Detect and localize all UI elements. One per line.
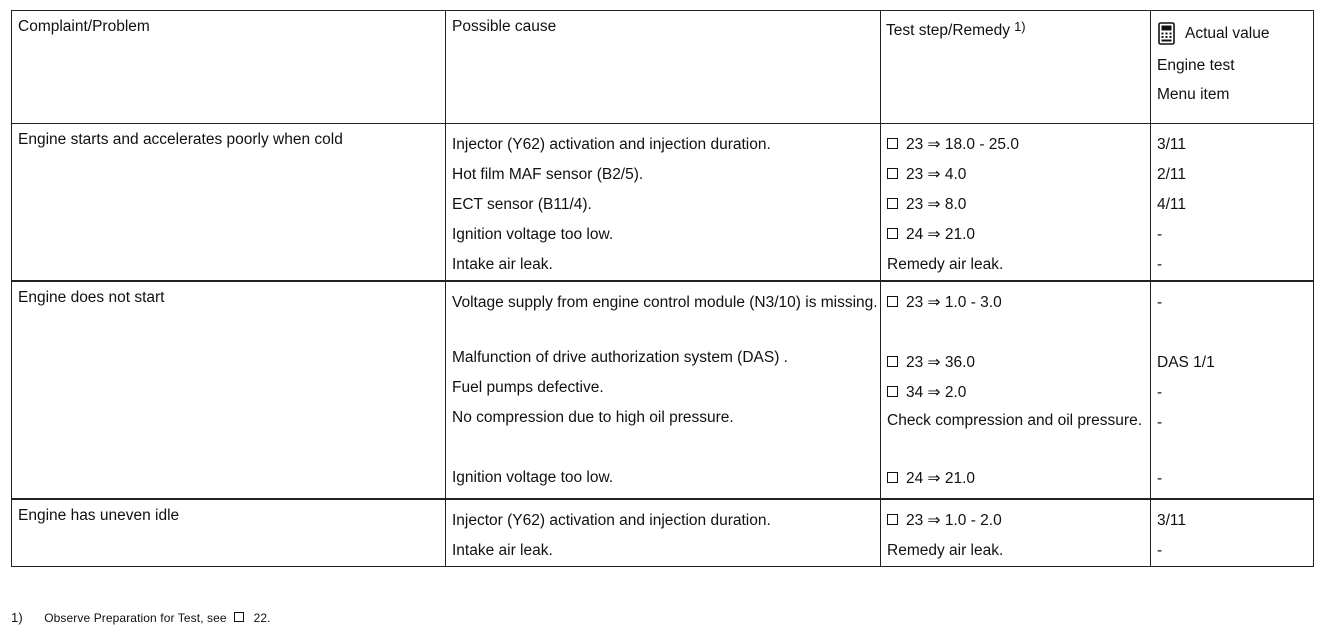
- remedy-item: 23 ⇒ 1.0 - 3.0: [887, 288, 1150, 348]
- remedy-item: 23 ⇒ 8.0: [887, 190, 1150, 220]
- actual-value-item: 3/11: [1157, 136, 1187, 153]
- header-remedy-footnote-ref: 1): [1014, 19, 1026, 34]
- page-ref-box-icon: [887, 386, 898, 397]
- footnote-text: Observe Preparation for Test, see: [44, 611, 227, 625]
- actual-value-item: -: [1157, 294, 1163, 311]
- cause-item: Hot film MAF sensor (B2/5).: [452, 166, 644, 183]
- table-row: [12, 124, 1314, 282]
- actual-value-cell: [1151, 499, 1314, 567]
- header-actual-value: [1151, 11, 1314, 124]
- remedy-item: Remedy air leak.: [887, 542, 1004, 559]
- page-ref-box-icon: [887, 356, 898, 367]
- cause-item: Malfunction of drive authorization system (DAS) .: [452, 349, 788, 366]
- cause-item: Voltage supply from engine control module (N3/10) is missing.: [452, 294, 878, 311]
- cause-item: No compression due to high oil pressure.: [452, 409, 734, 426]
- cause-item: Intake air leak.: [452, 542, 553, 559]
- page-ref-box-icon: [887, 168, 898, 179]
- footnote-page-ref: 22.: [253, 611, 271, 625]
- cause-cell: [446, 124, 881, 282]
- actual-value-item: -: [1157, 256, 1163, 273]
- remedy-item: Check compression and oil pressure.: [887, 412, 1143, 429]
- remedy-item: 23 ⇒ 4.0: [887, 160, 1150, 190]
- page-ref-box-icon: [887, 296, 898, 307]
- cause-item: Ignition voltage too low.: [452, 226, 614, 243]
- actual-value-item: -: [1157, 414, 1163, 431]
- actual-value-item: -: [1157, 470, 1163, 487]
- page-ref-box-icon: [234, 612, 244, 622]
- header-remedy-label: Test step/Remedy: [886, 22, 1011, 39]
- table-header-row: [12, 11, 1314, 124]
- remedy-item: 24 ⇒ 21.0: [887, 220, 1150, 250]
- header-complaint: Complaint/Problem: [12, 11, 446, 124]
- table-row: [12, 281, 1314, 499]
- actual-value-item: 2/11: [1157, 166, 1187, 183]
- remedy-cell: [881, 124, 1151, 282]
- remedy-item: 24 ⇒ 21.0: [887, 464, 1150, 494]
- remedy-item: 23 ⇒ 18.0 - 25.0: [887, 130, 1150, 160]
- actual-value-item: DAS 1/1: [1157, 354, 1215, 371]
- actual-value-item: -: [1157, 226, 1163, 243]
- page-ref-box-icon: [887, 138, 898, 149]
- footnote-number: 1): [11, 610, 23, 625]
- complaint-cell: Engine does not start: [12, 281, 446, 499]
- header-cause: Possible cause: [446, 11, 881, 124]
- header-menu-item: Menu item: [1157, 86, 1230, 103]
- actual-value-cell: [1151, 124, 1314, 282]
- remedy-cell: [881, 281, 1151, 499]
- footnote: [11, 610, 271, 625]
- actual-value-item: -: [1157, 542, 1163, 559]
- cause-item: ECT sensor (B11/4).: [452, 196, 592, 213]
- header-remedy: [881, 11, 1151, 124]
- page-ref-box-icon: [887, 228, 898, 239]
- cause-cell: [446, 499, 881, 567]
- header-actual-value-label: Actual value: [1185, 25, 1270, 42]
- actual-value-cell: [1151, 281, 1314, 499]
- remedy-item: 23 ⇒ 36.0: [887, 348, 1150, 378]
- cause-item: Fuel pumps defective.: [452, 379, 604, 396]
- header-engine-test: Engine test: [1157, 57, 1235, 74]
- remedy-item: 34 ⇒ 2.0: [887, 378, 1150, 408]
- actual-value-item: 4/11: [1157, 196, 1187, 213]
- cause-cell: [446, 281, 881, 499]
- remedy-item: Remedy air leak.: [887, 256, 1004, 273]
- complaint-cell: Engine has uneven idle: [12, 499, 446, 567]
- page-ref-box-icon: [887, 472, 898, 483]
- remedy-item: 23 ⇒ 1.0 - 2.0: [887, 506, 1150, 536]
- complaint-cell: Engine starts and accelerates poorly when cold: [12, 124, 446, 282]
- actual-value-item: 3/11: [1157, 512, 1187, 529]
- cause-item: Intake air leak.: [452, 256, 553, 273]
- cause-item: Ignition voltage too low.: [452, 469, 614, 486]
- actual-value-item: -: [1157, 384, 1163, 401]
- table-row: [12, 499, 1314, 567]
- cause-item: Injector (Y62) activation and injection duration.: [452, 512, 771, 529]
- page-ref-box-icon: [887, 198, 898, 209]
- hand-meter-icon: [1157, 21, 1177, 47]
- page-ref-box-icon: [887, 514, 898, 525]
- cause-item: Injector (Y62) activation and injection duration.: [452, 136, 771, 153]
- diagnosis-table: [11, 10, 1314, 567]
- remedy-cell: [881, 499, 1151, 567]
